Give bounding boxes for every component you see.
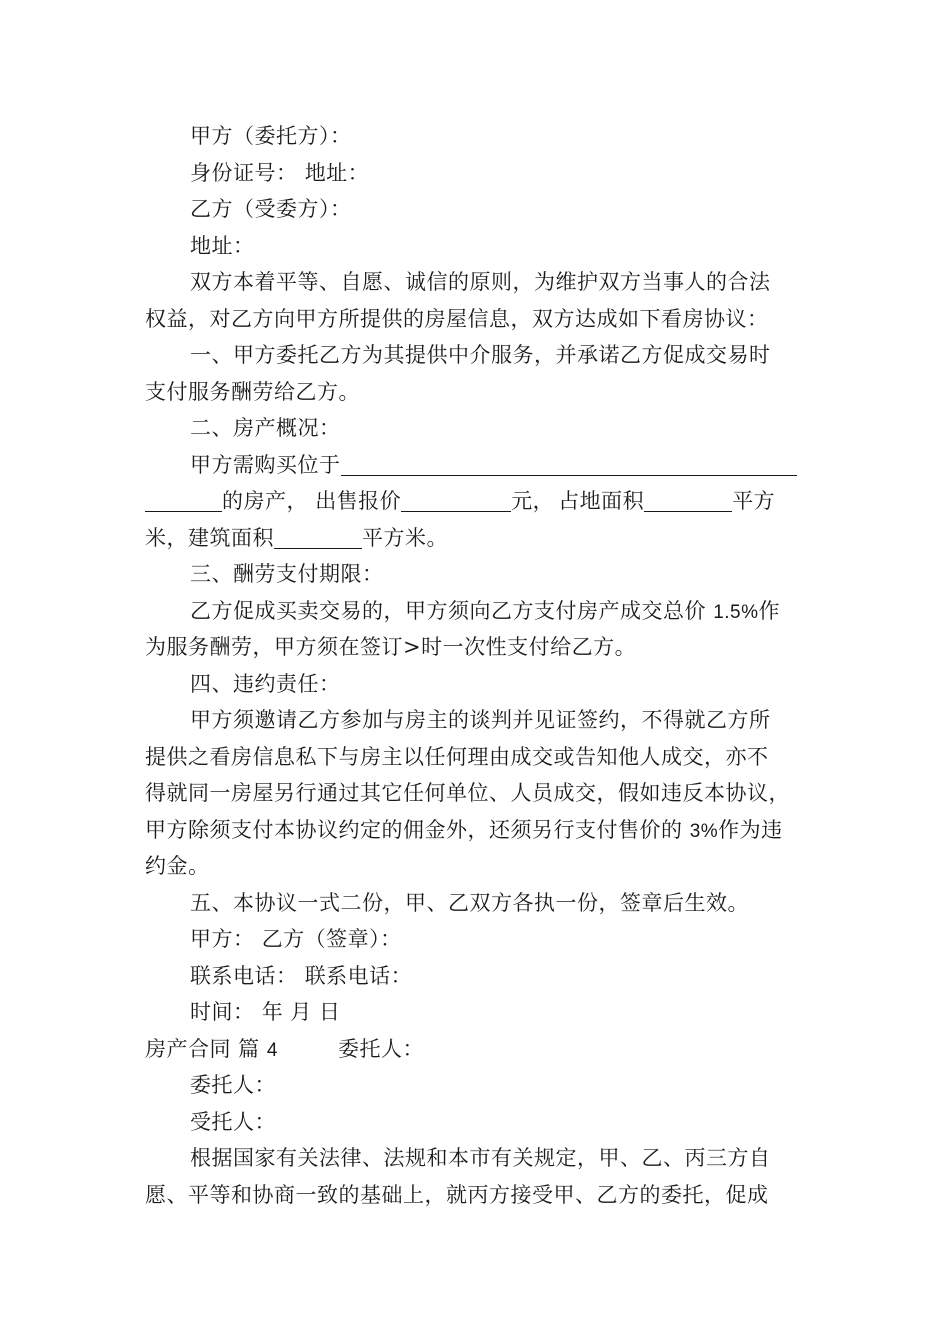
party-b-signature-label: 乙方（签章）：	[261, 927, 402, 951]
clause-4-line-2: 提供之看房信息私下与房主以任何理由成交或告知他人成交，亦不	[145, 744, 769, 769]
land-area-blank	[644, 489, 732, 512]
preamble-line-2: 权益，对乙方向甲方所提供的房屋信息，双方达成如下看房协议：	[145, 306, 769, 331]
clause-2-line-2: 的房产， 出售报价 元， 占地面积 平方	[145, 483, 805, 520]
party-a-signature-label: 甲方：	[190, 927, 255, 951]
preamble-line-1: 双方本着平等、自愿、诚信的原则，为维护双方当事人的合法	[190, 270, 771, 294]
clause-2-heading: 二、房产概况：	[190, 416, 341, 440]
date-label: 时间：	[190, 1000, 255, 1024]
section-4-title-line	[145, 1031, 805, 1068]
clause-4-heading: 四、违约责任：	[190, 671, 341, 696]
location-blank-continued	[145, 489, 222, 512]
signature-parties	[145, 921, 805, 958]
section-4-number: 4	[266, 1039, 278, 1061]
party-a-address-label: 地址：	[304, 160, 370, 185]
document-page	[145, 118, 805, 1213]
section-4-agent: 受托人：	[190, 1109, 276, 1134]
section-4-title: 房产合同 篇	[145, 1036, 260, 1061]
party-a-id-address	[145, 155, 805, 192]
date-value: 年 月 日	[261, 1000, 341, 1024]
price-blank	[401, 489, 511, 512]
party-a-heading: 甲方（委托方）：	[190, 124, 352, 148]
signature-date	[145, 994, 805, 1031]
party-a-id-label: 身份证号：	[190, 160, 298, 185]
section-4-client-2: 委托人：	[190, 1073, 276, 1097]
signature-phones	[145, 958, 805, 995]
clause-4-line-3: 得就同一房屋另行通过其它任何单位、人员成交，假如违反本协议，	[145, 781, 790, 805]
section-4-client-label: 委托人：	[337, 1036, 424, 1061]
building-area-blank	[274, 526, 362, 549]
clause-3-line-1: 乙方促成买卖交易的，甲方须向乙方支付房产成交总价 1.5%作	[190, 598, 780, 623]
clause-1-line-1: 一、甲方委托乙方为其提供中介服务，并承诺乙方促成交易时	[190, 343, 771, 367]
clause-1-line-2: 支付服务酬劳给乙方。	[145, 379, 360, 404]
location-blank	[341, 453, 797, 476]
penalty-rate: 3%	[689, 820, 719, 842]
clause-5: 五、本协议一式二份，甲、乙双方各执一份，签章后生效。	[190, 890, 749, 915]
clause-2-line-3: 米，建筑面积 平方米。	[145, 525, 448, 550]
party-a-phone-label: 联系电话：	[190, 963, 298, 988]
party-b-phone-label: 联系电话：	[304, 963, 413, 988]
clause-3-line-2: 为服务酬劳，甲方须在签订>时一次性支付给乙方。	[145, 635, 637, 659]
clause-3-heading: 三、酬劳支付期限：	[190, 562, 384, 586]
clause-4-line-5: 约金。	[145, 854, 210, 878]
party-b-heading: 乙方（受委方）：	[190, 197, 352, 221]
clause-2-line-1: 甲方需购买位于	[145, 447, 805, 484]
clause-4-line-1: 甲方须邀请乙方参加与房主的谈判并见证签约，不得就乙方所	[190, 708, 771, 732]
party-b-address: 地址：	[190, 233, 255, 258]
commission-rate: 1.5%	[713, 601, 759, 623]
clause-4-line-4: 甲方除须支付本协议约定的佣金外，还须另行支付售价的 3%作为违	[145, 817, 783, 842]
section-4-intro-line-1: 根据国家有关法律、法规和本市有关规定，甲、乙、丙三方自	[190, 1146, 771, 1170]
section-4-intro-line-2: 愿、平等和协商一致的基础上，就丙方接受甲、乙方的委托，促成	[145, 1182, 769, 1207]
